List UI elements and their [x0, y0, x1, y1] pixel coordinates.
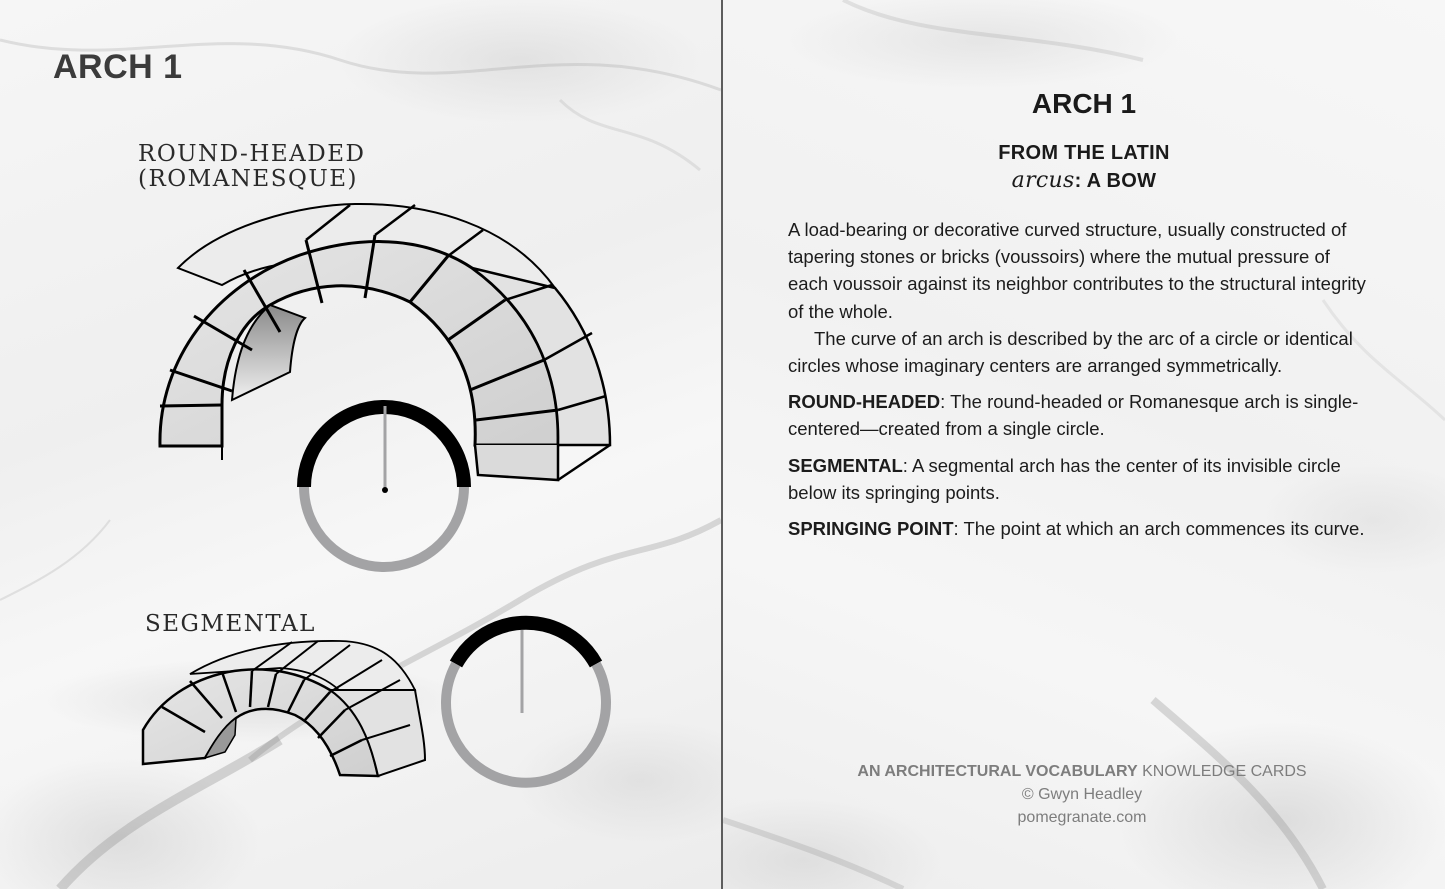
term: SEGMENTAL [788, 454, 903, 476]
term-definition [788, 452, 1368, 506]
term: SPRINGING POINT [788, 518, 954, 540]
series-title [857, 763, 1306, 780]
card-number: ARCH 1 [53, 48, 183, 86]
copyright: © Gwyn Headley [1021, 786, 1143, 803]
term-definition [788, 388, 1368, 442]
term: ROUND-HEADED [788, 391, 941, 413]
definition-body [788, 216, 1368, 551]
term-definition [788, 515, 1368, 542]
latin-word: arcus [1011, 168, 1075, 193]
latin-meaning: : A BOW [1074, 170, 1157, 192]
term-text: : The point at which an arch commences its curve. [953, 518, 1365, 540]
etymology [723, 140, 1445, 195]
term-text: : A segmental arch has the center of its invisible circle below its springing points. [788, 454, 1341, 503]
series-regular: KNOWLEDGE CARDS [1137, 763, 1307, 780]
definition-paragraph: The curve of an arch is described by the arc of a circle or identical circles whose imaginary centers are arranged symmetrically. [788, 327, 1353, 377]
caption-line: (ROMANESQUE) [138, 166, 358, 192]
left-card-illustration-side [0, 0, 721, 889]
card-footer [841, 760, 1323, 829]
website: pomegranate.com [1017, 809, 1147, 826]
right-card-text-side [723, 0, 1445, 889]
caption-line: ROUND-HEADED [138, 141, 366, 167]
etymology-line: FROM THE LATIN [998, 142, 1170, 164]
segmental-circle-diagram [446, 623, 606, 783]
etymology-line [723, 167, 1445, 195]
segmental-caption: SEGMENTAL [145, 611, 316, 637]
term-text: : The round-headed or Romanesque arch is single-centered—created from a single circle. [788, 391, 1359, 440]
segmental-arch-illustration [0, 0, 721, 889]
definition-paragraph: A load-bearing or decorative curved structure, usually constructed of tapering stones or bricks (voussoirs) where the mutual pressure of each voussoir against its neighbor contributes to the structural integrity of the whole. [788, 219, 1366, 322]
series-bold: AN ARCHITECTURAL VOCABULARY [857, 763, 1138, 780]
card-title: ARCH 1 [1031, 88, 1137, 119]
